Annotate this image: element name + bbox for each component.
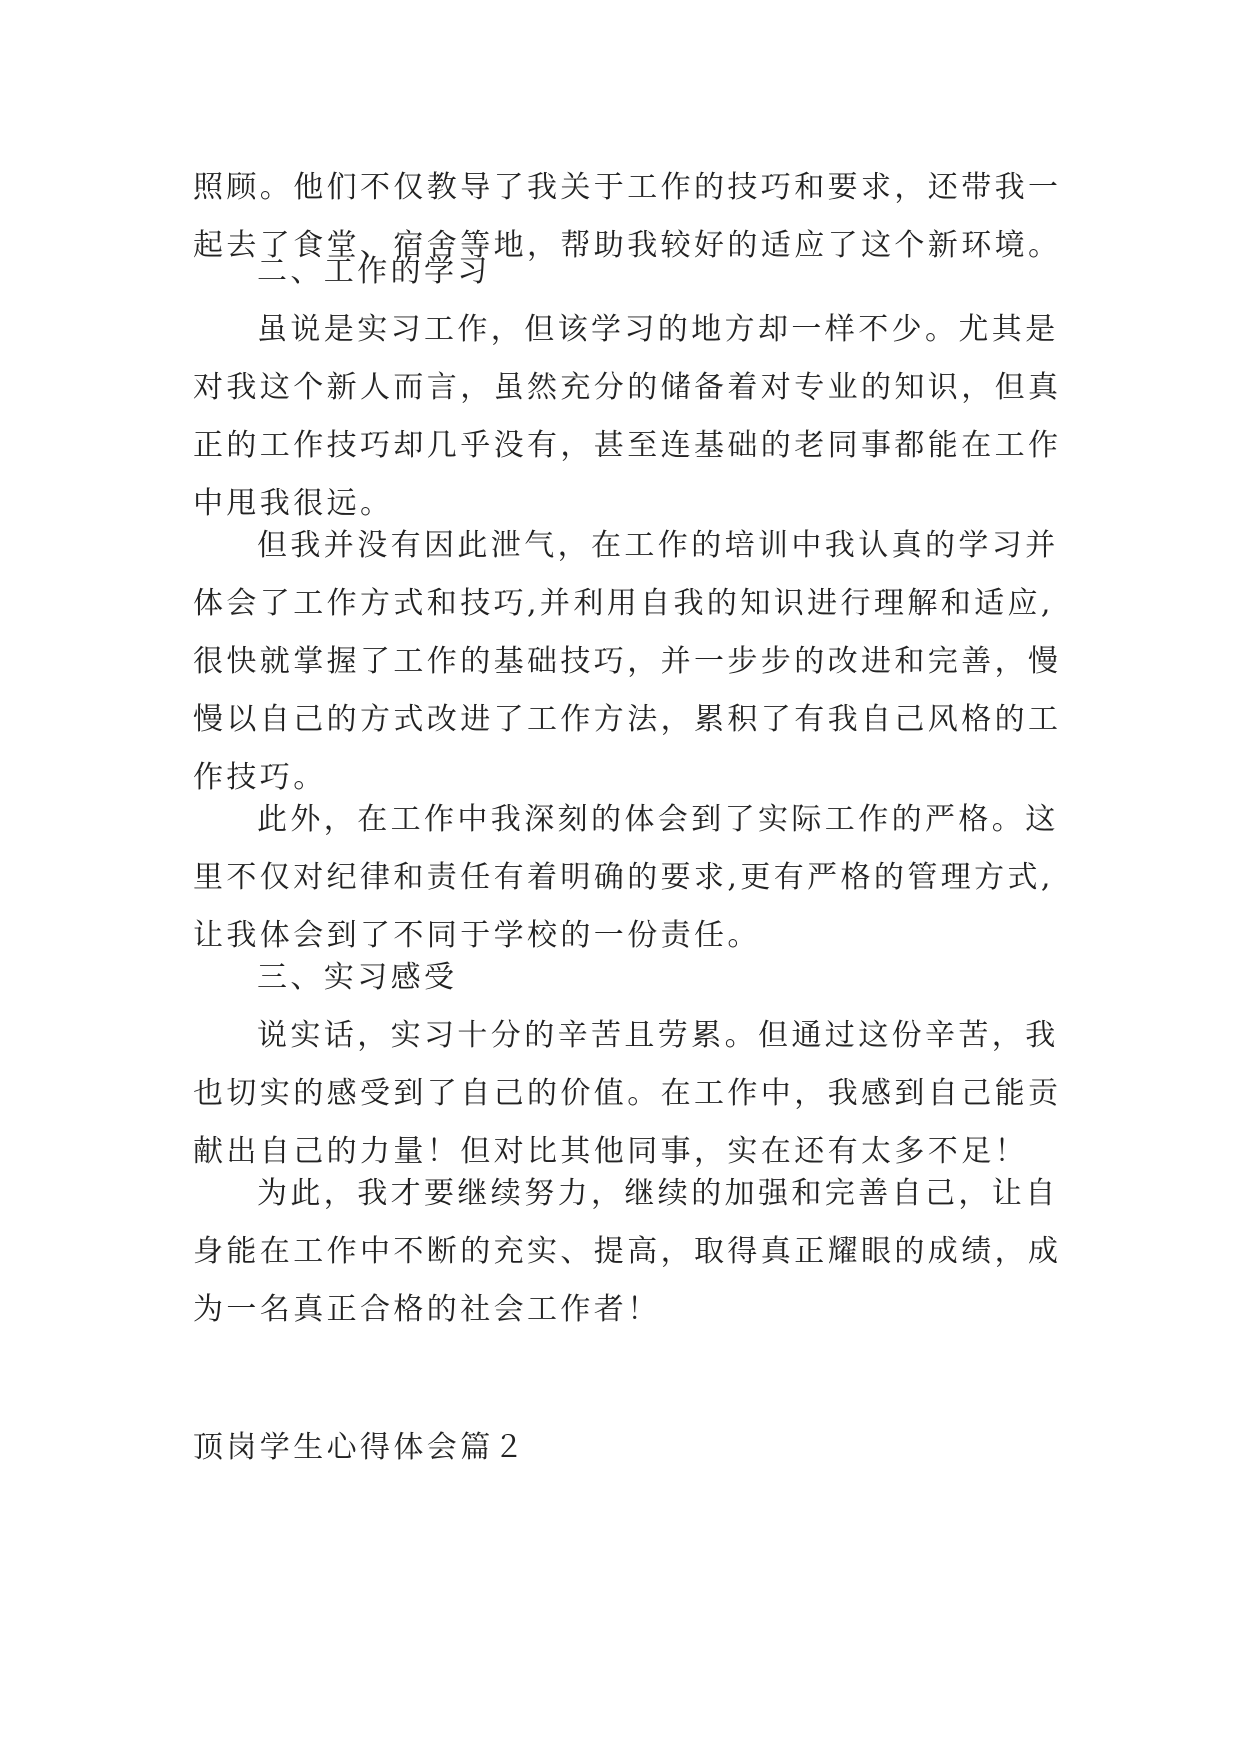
text-line: 慢以自己的方式改进了工作方法，累积了有我自己风格的工 [193,702,1062,737]
text-line: 体会了工作方式和技巧,并利用自我的知识进行理解和适应, [193,586,1054,621]
text-line: 身能在工作中不断的充实、提高，取得真正耀眼的成绩，成 [193,1234,1062,1269]
article-title: 顶岗学生心得体会篇２ [193,1430,527,1465]
text-line: 里不仅对纪律和责任有着明确的要求,更有严格的管理方式, [193,860,1054,895]
text-line: 照顾。他们不仅教导了我关于工作的技巧和要求，还带我一 [193,170,1062,205]
article-title-2 [193,1419,527,1477]
section-heading: 三、实习感受 [257,960,458,995]
text-line: 但我并没有因此泄气，在工作的培训中我认真的学习并 [257,528,1059,563]
text-line: 为此，我才要继续努力，继续的加强和完善自己，让自 [257,1176,1059,1211]
paragraph-feeling-2 [193,1165,1061,1339]
text-line: 作技巧。 [193,760,327,795]
text-line: 让我体会到了不同于学校的一份责任。 [193,918,761,953]
section-heading-2 [193,243,491,301]
text-line: 中甩我很远。 [193,486,394,521]
text-line: 献出自己的力量！但对比其他同事，实在还有太多不足！ [193,1134,1028,1169]
text-line: 对我这个新人而言，虽然充分的储备着对专业的知识，但真 [193,370,1062,405]
text-line: 此外，在工作中我深刻的体会到了实际工作的严格。这 [257,802,1059,837]
text-line: 起去了食堂、宿舍等地，帮助我较好的适应了这个新环境。 [193,228,1062,263]
text-line: 很快就掌握了工作的基础技巧，并一步步的改进和完善，慢 [193,644,1062,679]
paragraph-learning-1 [193,301,1061,533]
paragraph-learning-3 [193,791,1059,965]
text-line: 正的工作技巧却几乎没有，甚至连基础的老同事都能在工作 [193,428,1062,463]
section-heading: 二、工作的学习 [257,254,491,289]
text-line: 虽说是实习工作，但该学习的地方却一样不少。尤其是 [257,312,1059,347]
paragraph-learning-2 [193,517,1061,807]
text-line: 说实话，实习十分的辛苦且劳累。但通过这份辛苦，我 [257,1018,1059,1053]
text-line: 也切实的感受到了自己的价值。在工作中，我感到自己能贡 [193,1076,1062,1111]
paragraph-feeling-1 [193,1007,1061,1181]
section-heading-3 [193,949,457,1007]
text-line: 为一名真正合格的社会工作者！ [193,1292,661,1327]
